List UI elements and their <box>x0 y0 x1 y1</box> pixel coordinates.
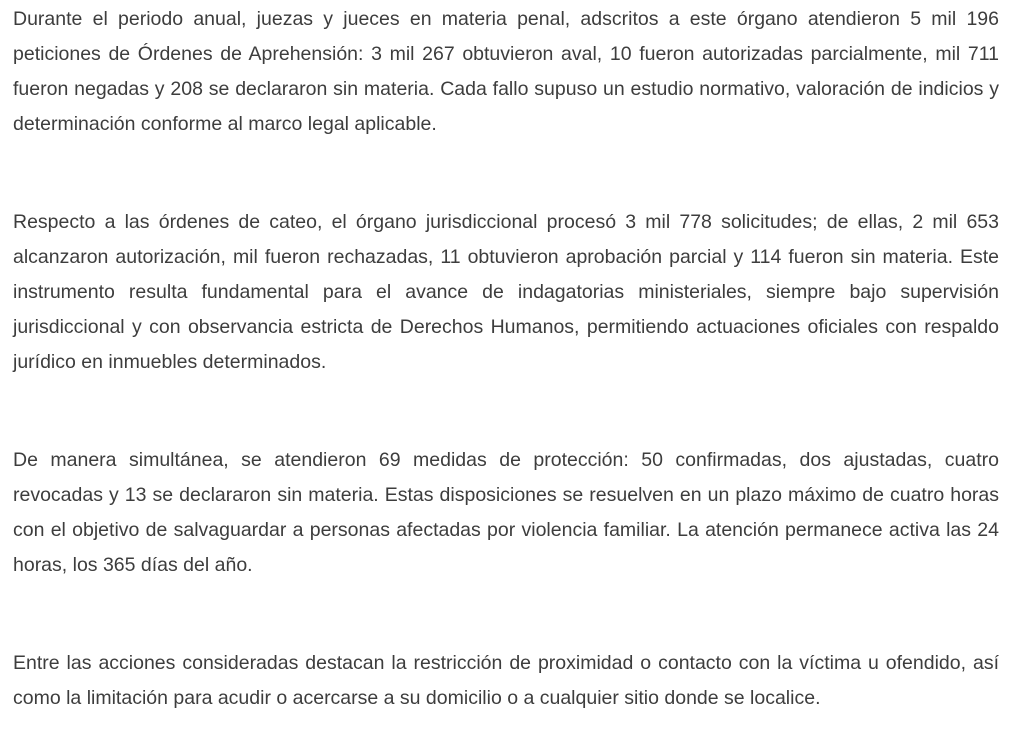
paragraph-acciones-restriccion: Entre las acciones consideradas destacan la restricción de proximidad o contacto con la víctima u ofendido, así como la limitación para acudir o acercarse a su domicilio o a cualquier sitio donde se localice. <box>13 652 999 709</box>
paragraph-ordenes-cateo: Respecto a las órdenes de cateo, el órgano jurisdiccional procesó 3 mil 778 solicitudes; de ellas, 2 mil 653 alcanzaron autorización, mil fueron rechazadas, 11 obtuvieron aprobación parcial y 114 fueron sin materia. Este instrumento resulta fundamental para el avance de indagatorias ministeriales, siempre bajo supervisión jurisdiccional y con observancia estricta de Derechos Humanos, permitiendo actuaciones oficiales con respaldo jurídico en inmuebles determinados. <box>13 211 999 373</box>
paragraph-ordenes-aprehension: Durante el periodo anual, juezas y jueces en materia penal, adscritos a este órgano atendieron 5 mil 196 peticiones de Órdenes de Aprehensión: 3 mil 267 obtuvieron aval, 10 fueron autorizadas parcialmente, mil 711 fueron negadas y 208 se declararon sin materia. Cada fallo supuso un estudio normativo, valoración de indicios y determinación conforme al marco legal aplicable. <box>13 8 999 135</box>
paragraph-medidas-proteccion: De manera simultánea, se atendieron 69 medidas de protección: 50 confirmadas, dos ajustadas, cuatro revocadas y 13 se declararon sin materia. Estas disposiciones se resuelven en un plazo máximo de cuatro horas con el objetivo de salvaguardar a personas afectadas por violencia familiar. La atención permanece activa las 24 horas, los 365 días del año. <box>13 449 999 576</box>
